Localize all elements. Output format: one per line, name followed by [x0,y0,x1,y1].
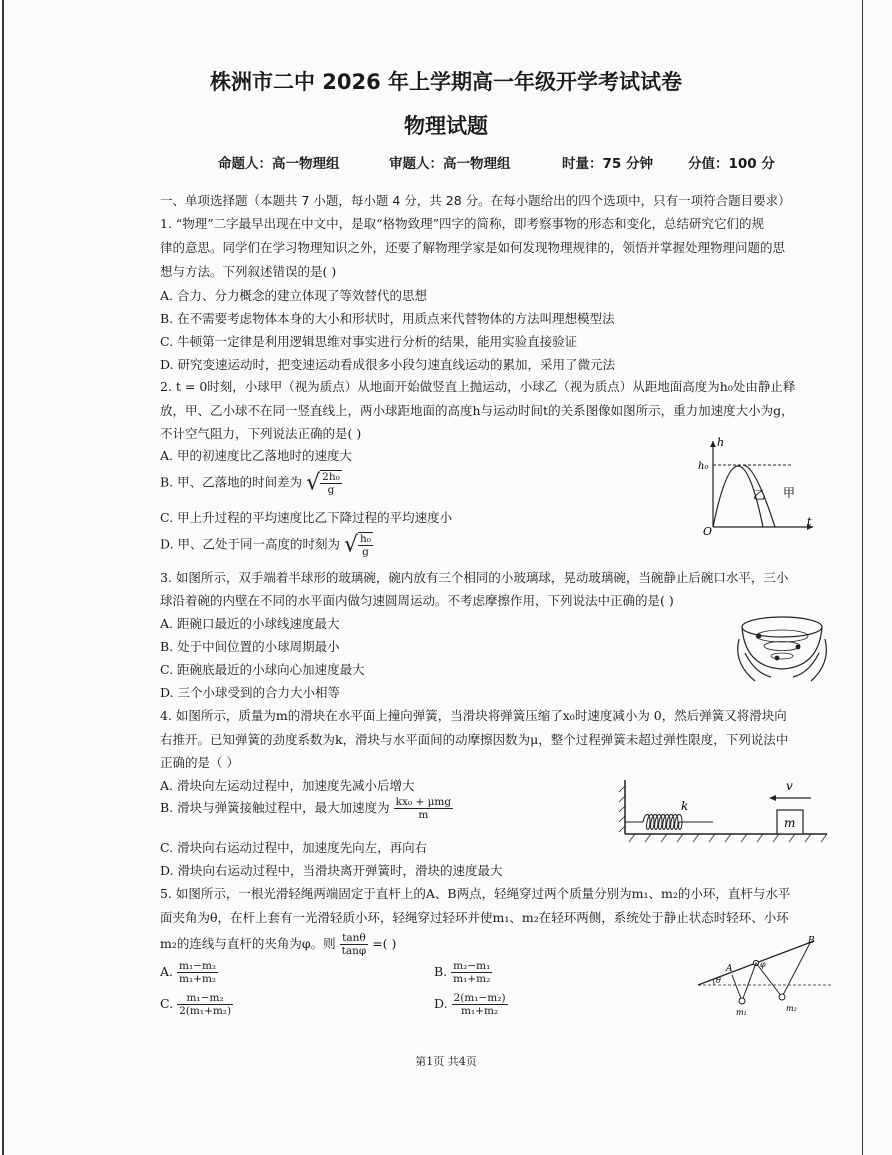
q5-a-denominator: m₁+m₂ [179,973,217,985]
time-limit: 时量：75 分钟 [562,156,653,172]
reviewer: 审题人：高一物理组 [389,156,511,172]
q3-option-c: C. 距碗底最近的小球向心加速度最大 [160,662,365,677]
q3-option-a: A. 距碗口最近的小球线速度最大 [160,616,340,631]
q2-option-b-sqrt: √ $\frac{\text{2h₀}}{g}$ [306,470,340,496]
q5-option-a-label: A. [160,964,174,979]
q4-b-numerator: kx₀ + μmg [395,796,452,808]
right-scan-edge [862,0,863,1155]
q2-option-d [160,532,373,558]
q2-fig-axis-t: t [807,515,812,528]
q5-ratio-denominator: tanφ [341,945,367,957]
q4-line-1: 4. 如图所示，质量为m的滑块在水平面上撞向弹簧，当滑块将弹簧压缩了x₀时速度减小为 0，然后弹簧又将滑块向 [160,708,787,723]
q4-fig-velocity-v: v [786,779,793,793]
q5-fig-theta: θ [716,976,721,985]
total-score: 分值：100 分 [688,156,775,172]
q5-option-c-fraction [177,992,233,1017]
q2-option-d-sqrt: √ $\frac{\text{h₀}}{g}$ [344,532,372,558]
q1-option-b: B. 在不需要考虑物体本身的大小和形状时，用质点来代替物体的方法叫理想模型法 [160,311,615,326]
section-heading: 一、单项选择题（本题共 7 小题，每小题 4 分，共 28 分。在每小题给出的四个选项中，只有一项符合题目要求） [160,193,791,208]
q2-option-b-text: B. 甲、乙落地的时间差为 [160,474,303,490]
q5-option-c [160,992,233,1017]
q5-option-a-fraction [177,960,218,985]
q2-fig-label-yi: 乙 [753,488,766,502]
q5-option-d [434,992,508,1017]
q5-c-denominator: 2(m₁+m₂) [179,1005,232,1017]
q4-b-denominator: m [418,809,429,821]
page-number: 第1页 共4页 [415,1055,477,1068]
q5-option-b-label: B. [434,964,448,979]
left-scan-edge [2,0,4,1155]
q5-a-numerator: m₁−m₂ [179,960,217,972]
q5-d-numerator: 2(m₁−m₂) [453,992,506,1004]
q2-fig-h0: h₀ [698,461,709,472]
q5-line-2: 面夹角为θ，在杆上套有一光滑轻质小环，轻绳穿过轻环并使m₁、m₂在轻环两侧，系统处于静止状态时轻环、小环 [160,910,789,925]
exam-subtitle: 物理试题 [404,114,488,138]
q1-line-1: 1. “物理”二字最早出现在中文中，是取“格物致理”四字的简称，即考察事物的形态和变化，总结研究它们的规 [160,216,764,231]
q4-option-a: A. 滑块向左运动过程中，加速度先减小后增大 [160,778,415,793]
q3-option-b: B. 处于中间位置的小球周期最小 [160,639,340,654]
q4-line-2: 右推开。已知弹簧的劲度系数为k，滑块与水平面间的动摩擦因数为μ，整个过程弹簧未超过弹性限度，下列说法中 [160,732,789,747]
q2-fig-origin: O [703,525,713,535]
q3-bowl-hands-figure [735,603,830,685]
q5-b-denominator: m₁+m₂ [453,973,491,985]
q5-d-denominator: m₁+m₂ [460,1005,499,1017]
q2-line-2: 放，甲、乙小球不在同一竖直线上，两小球距地面的高度h与运动时间t的关系图像如图所示，重力加速度大小为g， [160,403,794,418]
q1-option-a: A. 合力、分力概念的建立体现了等效替代的思想 [160,288,427,303]
q2-option-b [160,470,342,496]
q5-option-b-fraction [451,960,492,985]
q4-option-b-fraction [394,796,453,821]
q4-line-3: 正确的是（ ） [160,755,239,770]
q5-option-d-label: D. [434,996,448,1011]
q5-fig-phi: φ [760,960,766,969]
q5-line-3-text: m₂的连线与直杆的夹角为φ。则 [160,936,336,951]
q2-fig-label-jia: 甲 [783,486,796,500]
q4-fig-block-m: m [784,816,796,830]
q5-fig-point-b: B [808,936,815,946]
q5-line-1: 5. 如图所示，一根光滑轻绳两端固定于直杆上的A、B两点，轻绳穿过两个质量分别为m₁、m₂的小环，直杆与水平 [160,886,791,901]
q5-ratio-fraction [340,932,369,957]
q4-option-c: C. 滑块向右运动过程中，加速度先向左，再向右 [160,840,428,855]
q2-d-numerator: h₀ [360,533,372,545]
q2-option-a: A. 甲的初速度比乙落地时的速度大 [160,448,352,463]
q5-option-a [160,960,218,985]
q5-ratio-tail: =( ) [372,936,397,951]
q2-line-3: 不计空气阻力，下列说法正确的是( ) [160,426,362,441]
q2-line-1: 2. t = 0时刻，小球甲（视为质点）从地面开始做竖直上抛运动，小球乙（视为质点）从距地面高度为h₀处由静止释 [160,379,796,394]
q5-line-3 [160,932,396,957]
q3-line-1: 3. 如图所示，双手端着半球形的玻璃碗，碗内放有三个相同的小玻璃球，晃动玻璃碗，当碗静止后碗口水平，三小 [160,570,789,585]
q5-fig-m1: m₁ [736,1008,747,1017]
setter: 命题人：高一物理组 [218,156,340,172]
q3-line-2: 球沿着碗的内壁在不同的水平面内做匀速圆周运动。不考虑摩擦作用，下列说法中正确的是( ) [160,593,674,608]
q4-option-d: D. 滑块向右运动过程中，当滑块离开弹簧时，滑块的速度最大 [160,863,503,878]
q2-option-d-text: D. 甲、乙处于同一高度的时刻为 [160,536,341,552]
q4-option-b [160,796,453,821]
q5-option-c-label: C. [160,996,174,1011]
q2-height-time-graph [695,435,820,535]
exam-title: 株洲市二中 2026 年上学期高一年级开学考试试卷 [209,70,683,94]
q1-line-2: 律的意思。同学们在学习物理知识之外，还要了解物理学家是如何发现物理规律的，领悟并掌握处理物理问题的思 [160,240,786,255]
q5-fig-m2: m₂ [786,1004,797,1013]
q5-option-b [434,960,492,985]
q5-option-d-fraction [452,992,508,1017]
q4-spring-block-figure [615,776,840,848]
q1-line-3: 想与方法。下列叙述错误的是( ) [160,264,337,279]
q2-option-c: C. 甲上升过程的平均速度比乙下降过程的平均速度小 [160,510,453,525]
q4-option-b-text: B. 滑块与弹簧接触过程中，最大加速度为 [160,800,390,815]
q2-d-denominator: g [362,546,369,558]
q5-b-numerator: m₂−m₁ [453,960,491,972]
q2-b-numerator: 2h₀ [322,471,340,483]
q5-c-numerator: m₁−m₂ [177,992,233,1005]
q5-rod-rings-figure [692,935,842,1020]
q5-fig-point-a: A [726,964,733,974]
q5-ratio-numerator: tanθ [340,932,369,945]
q1-option-c: C. 牛顿第一定律是利用逻辑思维对事实进行分析的结果，能用实验直接验证 [160,334,578,349]
q1-option-d: D. 研究变速运动时，把变速运动看成很多小段匀速直线运动的累加，采用了微元法 [160,357,616,372]
q3-option-d: D. 三个小球受到的合力大小相等 [160,685,341,700]
q4-fig-spring-k: k [681,799,689,813]
q2-fig-axis-h: h [717,436,725,449]
q2-b-denominator: g [327,484,335,496]
